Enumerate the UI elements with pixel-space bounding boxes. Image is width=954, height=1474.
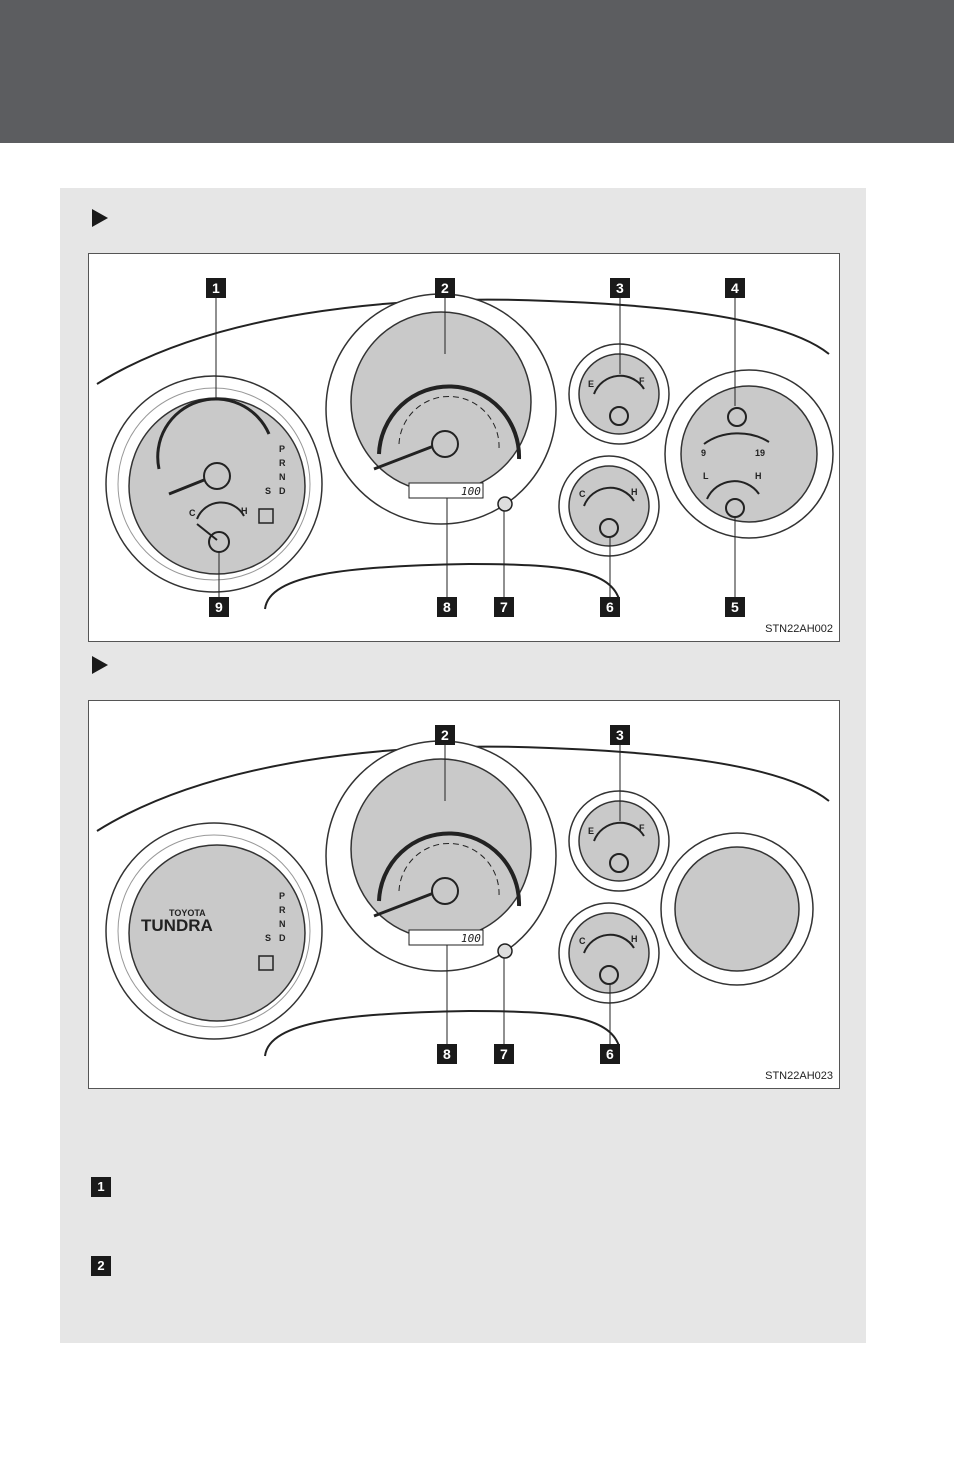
engine-coolant-temp-gauge (559, 456, 659, 556)
gear-letter-r: R (279, 905, 286, 915)
cluster-illustration-b (89, 701, 839, 1088)
fuel-gauge (569, 791, 669, 891)
svg-text:3: 3 (616, 280, 624, 296)
oil-low-label: L (703, 471, 709, 481)
gear-letter-p: P (279, 891, 286, 901)
fuel-full-label: F (639, 823, 645, 833)
figure-caption: STN22AH023 (765, 1070, 833, 1082)
figure-instrument-cluster-type-b (88, 700, 840, 1089)
svg-text:8: 8 (443, 599, 451, 615)
toyota-logo-text: TOYOTA (169, 908, 206, 918)
trans-temp-low-label: C (189, 508, 196, 518)
voltmeter-low-label: 9 (701, 448, 707, 458)
odometer-display: 100 (461, 932, 481, 945)
fuel-empty-label: E (588, 826, 595, 836)
svg-text:6: 6 (606, 599, 614, 615)
svg-text:9: 9 (215, 599, 223, 615)
section-arrow-icon (92, 656, 108, 674)
figure-instrument-cluster-type-a (88, 253, 840, 642)
svg-text:3: 3 (616, 727, 624, 743)
speedometer-gauge (326, 741, 556, 971)
header-band (0, 0, 954, 143)
svg-text:2: 2 (441, 727, 449, 743)
gear-letter-p: P (279, 444, 286, 454)
oil-high-label: H (755, 471, 762, 481)
legend-badge-1: 1 (91, 1177, 111, 1197)
fuel-gauge (569, 344, 669, 444)
engine-coolant-temp-gauge (559, 903, 659, 1003)
section-arrow-icon (92, 209, 108, 227)
speedometer-gauge (326, 294, 556, 524)
gear-letter-s: S (265, 486, 272, 496)
coolant-cold-label: C (579, 936, 586, 946)
voltmeter-high-label: 19 (755, 448, 766, 458)
svg-text:5: 5 (731, 599, 739, 615)
tundra-logo-text: TUNDRA (141, 916, 213, 935)
svg-text:8: 8 (443, 1046, 451, 1062)
fuel-full-label: F (639, 376, 645, 386)
tachometer-gauge (106, 376, 322, 592)
cluster-illustration-a (89, 254, 839, 641)
gear-letter-n: N (279, 919, 286, 929)
gear-letter-s: S (265, 933, 272, 943)
svg-text:7: 7 (500, 599, 508, 615)
legend-badge-2: 2 (91, 1256, 111, 1276)
logo-gauge (106, 823, 322, 1039)
coolant-hot-label: H (631, 487, 638, 497)
gear-letter-d: D (279, 933, 286, 943)
figure-caption: STN22AH002 (765, 623, 833, 635)
svg-text:1: 1 (212, 280, 220, 296)
blank-gauge (661, 833, 813, 985)
svg-text:7: 7 (500, 1046, 508, 1062)
gear-letter-d: D (279, 486, 286, 496)
svg-text:6: 6 (606, 1046, 614, 1062)
gear-letter-n: N (279, 472, 286, 482)
coolant-hot-label: H (631, 934, 638, 944)
coolant-cold-label: C (579, 489, 586, 499)
fuel-empty-label: E (588, 379, 595, 389)
oil-pressure-voltmeter-gauge (665, 370, 833, 538)
trans-temp-high-label: H (241, 506, 248, 516)
svg-text:4: 4 (731, 280, 739, 296)
gear-letter-r: R (279, 458, 286, 468)
odometer-display: 100 (461, 485, 481, 498)
svg-text:2: 2 (441, 280, 449, 296)
